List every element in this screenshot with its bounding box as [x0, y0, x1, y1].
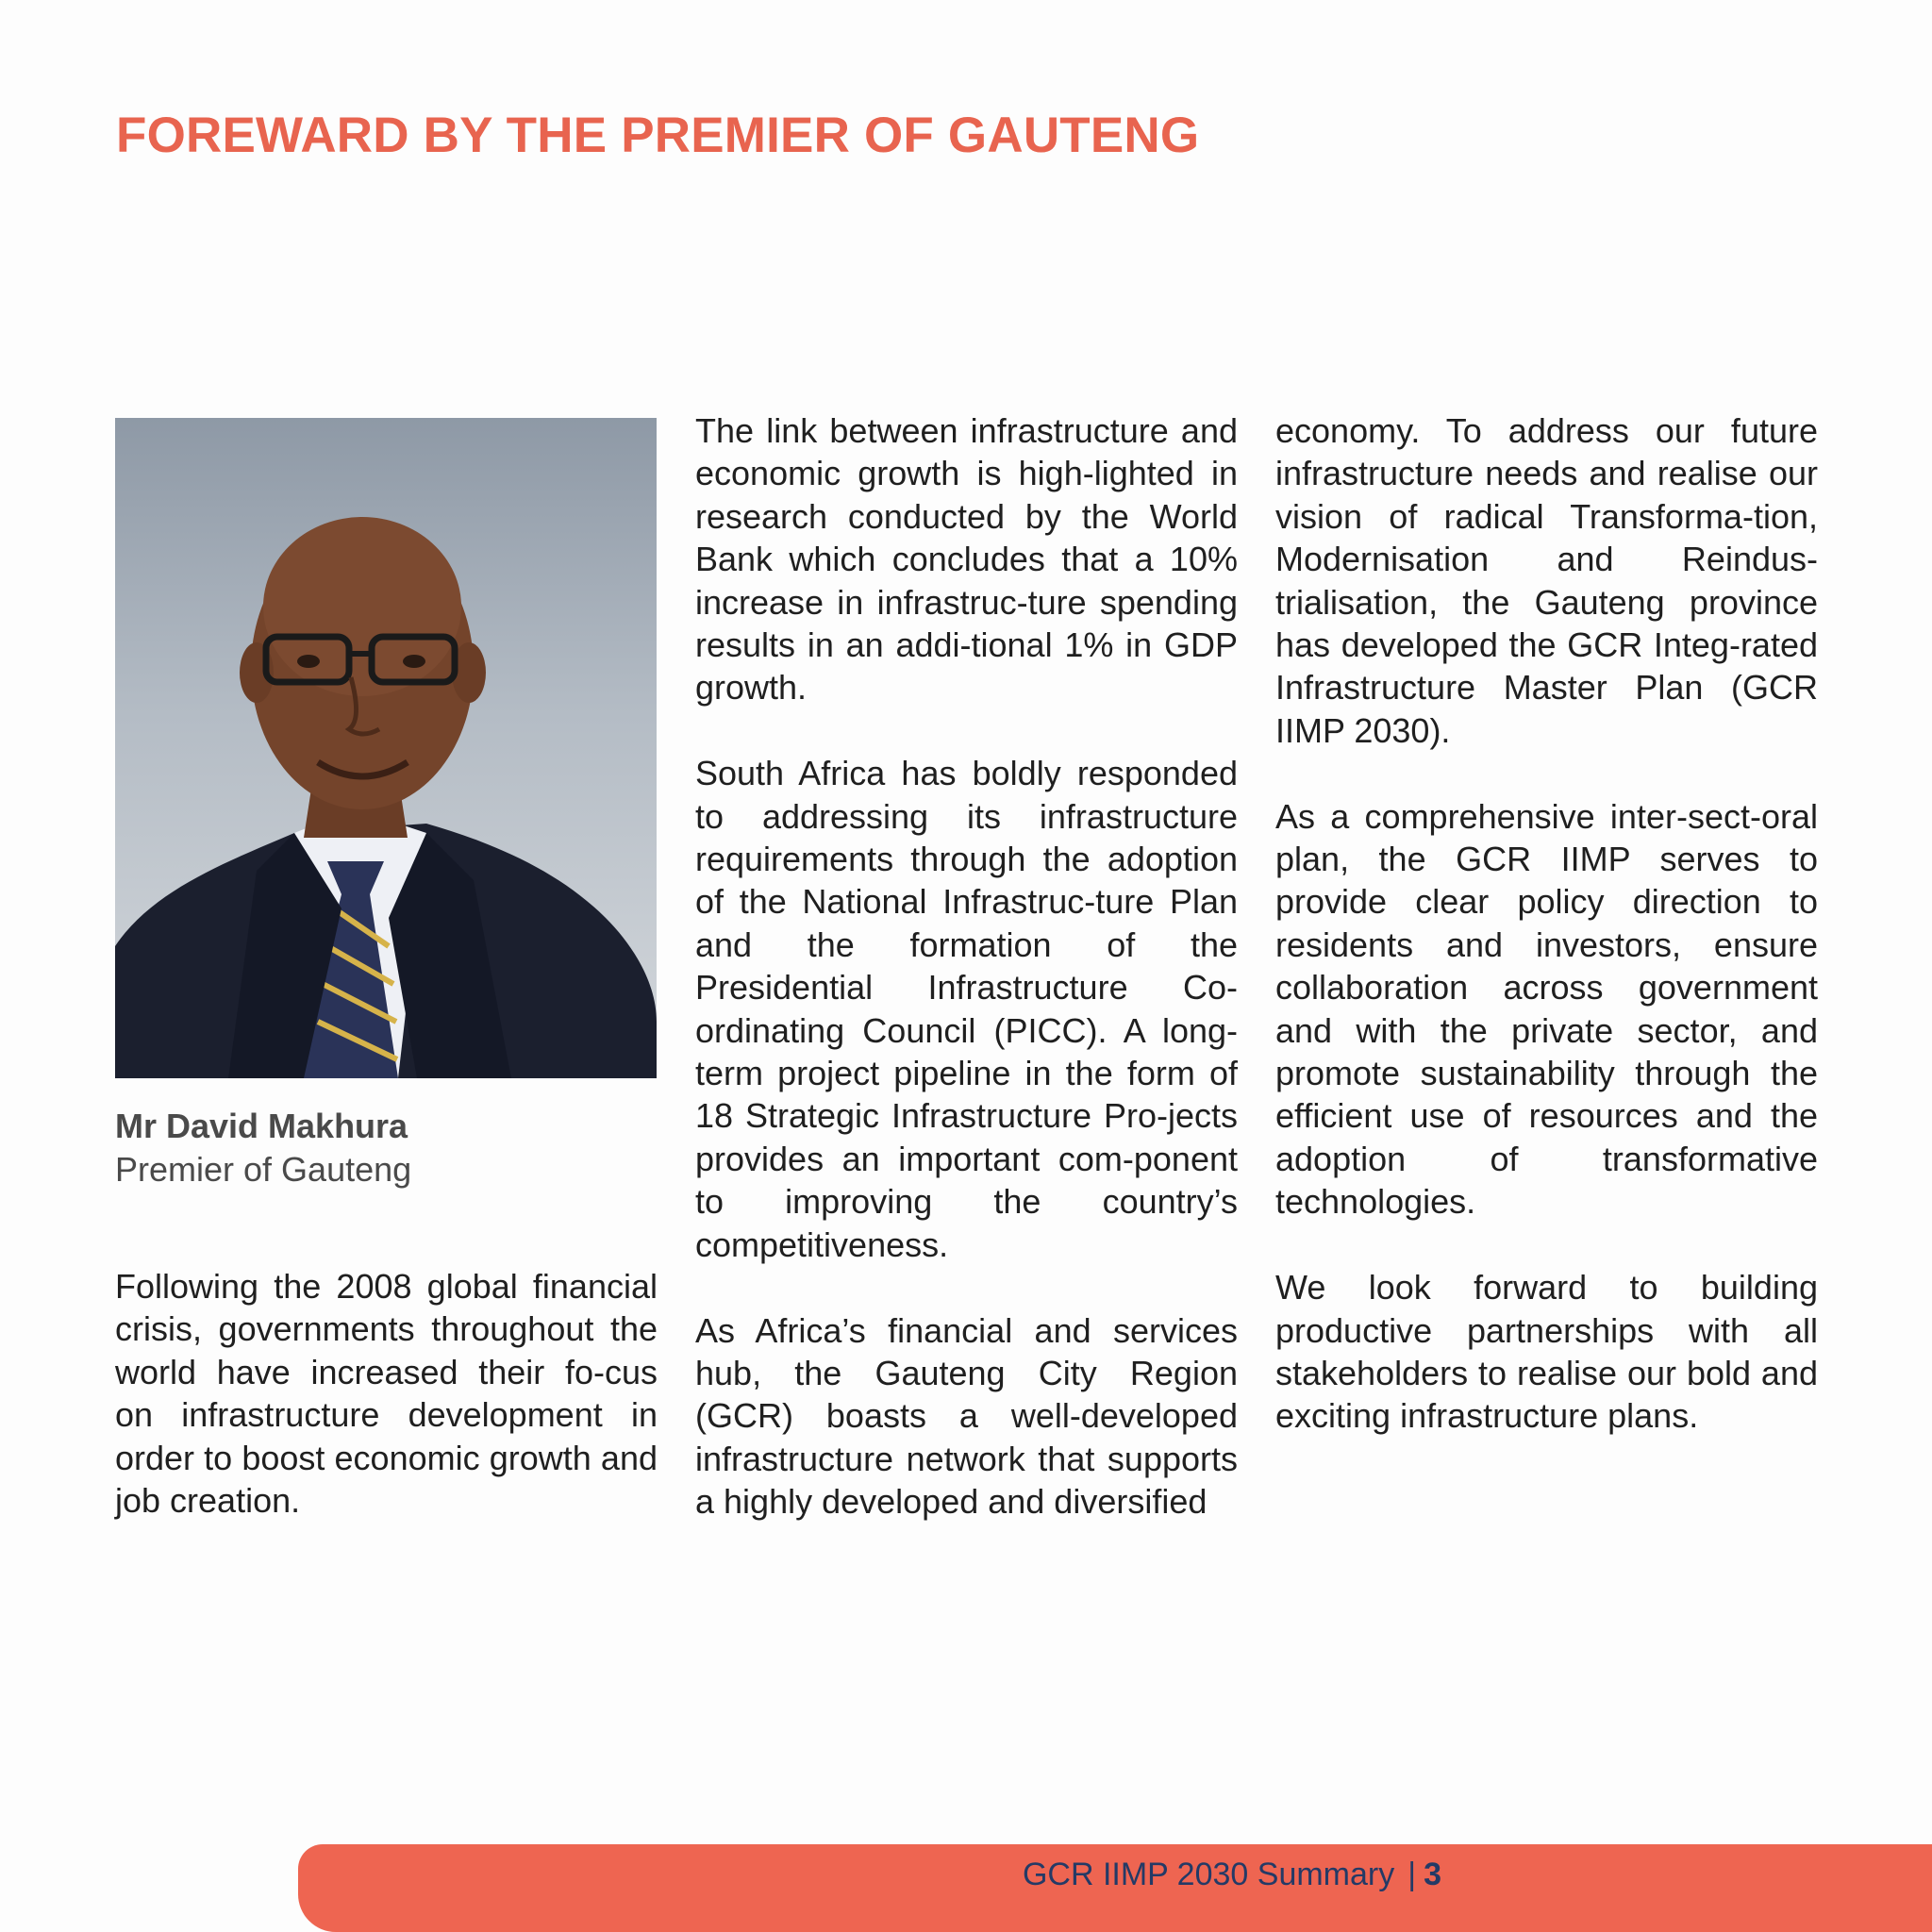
footer-doc-title: GCR IIMP 2030 Summary — [1022, 1857, 1395, 1892]
paragraph: The link between infrastructure and economic growth is high-lighted in research conducted by the World Bank which concludes that a 10% increase in infrastruc-ture spending results in an addi-tional 1% in GDP growth. — [695, 411, 1238, 708]
portrait-illustration — [115, 418, 657, 1078]
paragraph: Following the 2008 global financial crisis, governments throughout the world have increased their fo-cus on infrastructure development in order to boost economic growth and job creation. — [115, 1267, 658, 1521]
paragraph: As Africa’s financial and services hub, the Gauteng City Region (GCR) boasts a well-developed infrastructure network that supports a highly developed and diversified — [695, 1310, 1238, 1522]
paragraph: South Africa has boldly responded to addressing its infrastructure requirements through the adoption of the National Infrastruc-ture Plan and the formation of the Presidential Infrastructure Co-ordinating Council (PICC). A long-term project pipeline in the form of 18 Strategic Infrastructure Pro-jects provides an important com-ponent to improving the country’s competitiveness. — [695, 754, 1238, 1264]
text-column-3 — [1275, 409, 1818, 1438]
text-column-2 — [695, 409, 1238, 1524]
footer — [1023, 1851, 1441, 1898]
paragraph: As a comprehensive inter-sect-oral plan, the GCR IIMP serves to provide clear policy direction to residents and investors, ensure collaboration across government and with the private sector, and promote sustainability through the efficient use of resources and the adoption of transformative technologies. — [1275, 796, 1818, 1222]
portrait-photo — [115, 418, 657, 1078]
paragraph: economy. To address our future infrastructure needs and realise our vision of radical Transforma-tion, Modernisation and Reindus-trialisation, the Gauteng province has developed the GCR Integ-rated Infrastructure Master Plan (GCR IIMP 2030). — [1275, 411, 1818, 750]
text-column-1 — [115, 1265, 658, 1522]
premier-role: Premier of Gauteng — [115, 1150, 412, 1189]
premier-name: Mr David Makhura — [115, 1107, 408, 1145]
footer-separator: | — [1407, 1857, 1417, 1892]
page-number: 3 — [1424, 1857, 1441, 1892]
page-title: FOREWARD BY THE PREMIER OF GAUTENG — [116, 108, 1200, 163]
paragraph: We look forward to building productive partnerships with all stakeholders to realise our bold and exciting infrastructure plans. — [1275, 1268, 1818, 1436]
